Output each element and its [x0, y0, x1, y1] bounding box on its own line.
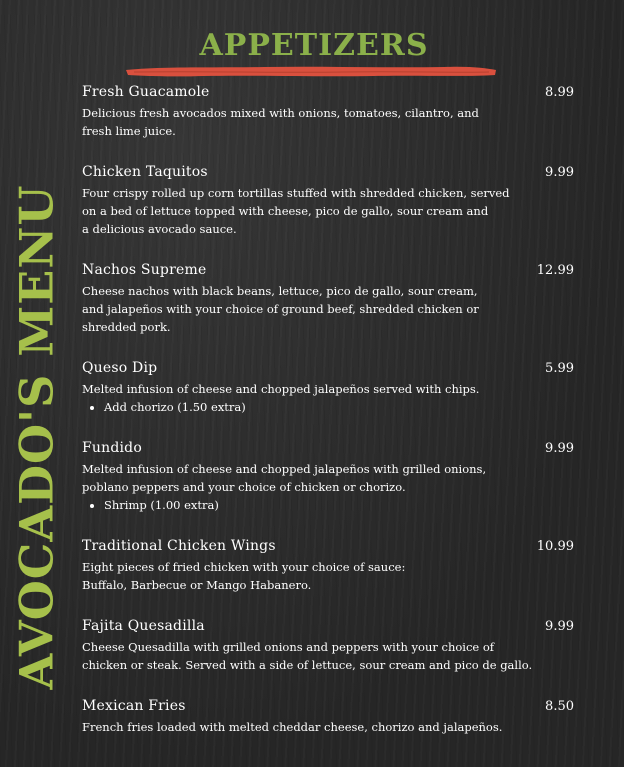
menu-item-header [82, 440, 582, 456]
menu-item-price: 8.50 [545, 699, 574, 714]
menu-item-name: Queso Dip [82, 360, 158, 376]
menu-item [82, 698, 582, 736]
menu-item [82, 262, 582, 336]
menu-item-header [82, 262, 582, 278]
menu-item-price: 5.99 [545, 361, 574, 376]
section-header [0, 28, 624, 63]
menu-item-header [82, 360, 582, 376]
menu-item-name: Traditional Chicken Wings [82, 538, 276, 554]
menu-item-name: Nachos Supreme [82, 262, 207, 278]
section-title: APPETIZERS [199, 28, 429, 63]
menu-item-header [82, 698, 582, 714]
menu-item-header [82, 164, 582, 180]
menu-item-name: Fajita Quesadilla [82, 618, 205, 634]
menu-item-description: Melted infusion of cheese and chopped jalapeños served with chips. [82, 382, 480, 396]
menu-item-description: Eight pieces of fried chicken with your choice of sauce: Buffalo, Barbecue or Mango Habanero. [82, 560, 406, 592]
menu-item-description: Delicious fresh avocados mixed with onions, tomatoes, cilantro, and fresh lime juice. [82, 106, 479, 138]
menu-item-name: Fundido [82, 440, 142, 456]
menu-item [82, 164, 582, 238]
menu-item-extra-option: • Add chorizo (1.50 extra) [104, 398, 582, 416]
menu-item-name: Mexican Fries [82, 698, 186, 714]
menu-item-name: Chicken Taquitos [82, 164, 208, 180]
menu-item [82, 360, 582, 416]
brush-stroke-underline [124, 63, 498, 81]
menu-item-extras [82, 398, 582, 416]
menu-item [82, 84, 582, 140]
menu-item-name: Fresh Guacamole [82, 84, 210, 100]
menu-item-description: Four crispy rolled up corn tortillas stuffed with shredded chicken, served on a bed of lettuce topped with cheese, pico de gallo, sour cream and a delicious avocado sauce. [82, 186, 510, 236]
menu-item-price: 10.99 [536, 539, 574, 554]
menu-item [82, 538, 582, 594]
menu-item-header [82, 538, 582, 554]
menu-item [82, 440, 582, 514]
menu-item-header [82, 84, 582, 100]
menu-item-description: Cheese nachos with black beans, lettuce, pico de gallo, sour cream, and jalapeños with your choice of ground beef, shredded chicken or shredded pork. [82, 284, 479, 334]
side-title: AVOCADO'S MENU [10, 184, 64, 690]
menu-items-list [82, 84, 582, 760]
menu-item-description: French fries loaded with melted cheddar cheese, chorizo and jalapeños. [82, 720, 503, 734]
menu-item [82, 618, 582, 674]
menu-item-price: 9.99 [545, 165, 574, 180]
menu-item-description: Melted infusion of cheese and chopped jalapeños with grilled onions, poblano peppers and your choice of chicken or chorizo. [82, 462, 487, 494]
menu-item-header [82, 618, 582, 634]
menu-item-price: 9.99 [545, 441, 574, 456]
side-title-container [12, 184, 62, 690]
menu-item-description: Cheese Quesadilla with grilled onions and peppers with your choice of chicken or steak. Served with a side of lettuce, sour cream and pico de gallo. [82, 640, 533, 672]
menu-item-price: 8.99 [545, 85, 574, 100]
menu-item-extra-option: • Shrimp (1.00 extra) [104, 496, 582, 514]
menu-item-extras [82, 496, 582, 514]
menu-item-price: 9.99 [545, 619, 574, 634]
menu-item-price: 12.99 [536, 263, 574, 278]
